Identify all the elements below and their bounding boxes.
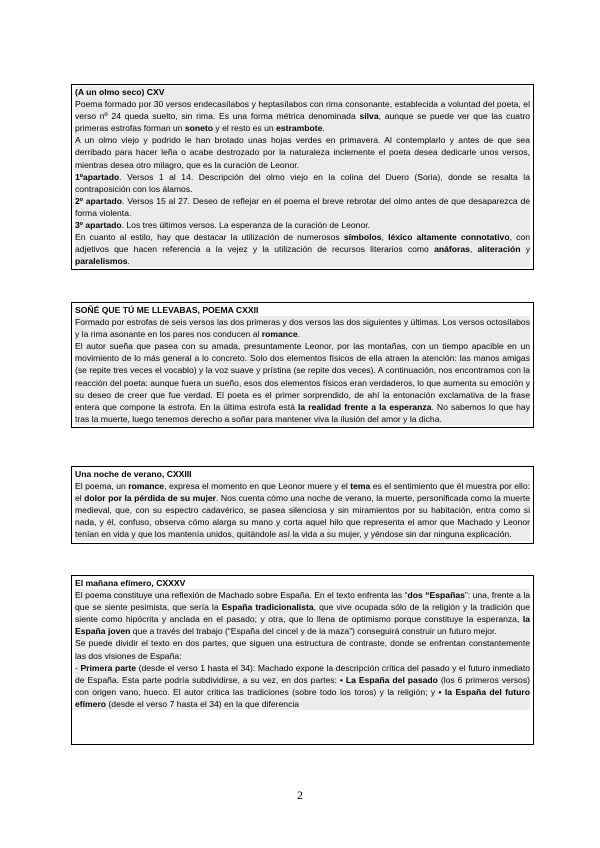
- bold-text: la España joven: [75, 614, 530, 637]
- section-box-noche-verano: [71, 466, 534, 544]
- text-run: (desde el verso 1 hasta el 34): Machado expone la descripción crítica del pasado y el futuro inmediato de España. Esta parte podría subdividirse, a su vez, en dos partes:: [75, 662, 531, 685]
- text-run: . Nos cuenta cómo una noche de verano, la muerte, personificada como la muerte medieval, que, con su espectro cadavérico, se pasea silenciosa y sin miramientos por su habitación, entra como si nada, y él, confuso, observa cómo alarga su mano y corta aquel hilo que representa el amor que Machado y Leonor tenían en vida y que los mantenía unidos, quitándole así la vida a su mujer, y yéndose sin dar ninguna explicación.: [75, 493, 530, 540]
- bold-text: España tradicionalista: [221, 602, 314, 613]
- bold-text: soneto: [184, 123, 214, 134]
- bold-text: Primera parte: [80, 662, 137, 673]
- bold-text: dos “Españas: [407, 590, 465, 601]
- paragraph: [75, 195, 530, 219]
- bold-text: la realidad frente a la esperanza: [297, 401, 432, 412]
- text-run: , expresa el momento en que Leonor muere y el: [164, 481, 351, 492]
- bold-text: 1ºapartado: [75, 171, 120, 182]
- paragraph: [75, 134, 530, 170]
- paragraph: [75, 589, 530, 637]
- bold-text: anáforas: [434, 244, 470, 255]
- section-title: El mañana efímero, CXXXV: [75, 578, 186, 588]
- bold-text: paralelismos: [75, 256, 128, 267]
- text-run: y: [520, 244, 531, 255]
- paragraph: [75, 316, 530, 340]
- text-run: (los 6 primeros versos) con origen vano, hueco. El autor critica las tradiciones (sobre todo los toros) y la religión; y: [75, 674, 530, 697]
- text-run: .: [322, 123, 325, 134]
- text-run: A un olmo viejo y podrido le han brotado unas hojas verdes en primavera. Al contemplarlo y antes de que sea derribado para hacer leña o acabe destrozado por la naturaleza inclemente el poeta desea dedicarle unos versos, mientras desea otro milagro, que es la curación de Leonor.: [75, 135, 530, 170]
- bold-text: • La España del pasado: [339, 674, 438, 685]
- text-run: . Versos 15 al 27. Deseo de reflejar en el poema el breve rebrotar del olmo antes de que desaparezca de forma violenta.: [75, 195, 530, 218]
- paragraph: [75, 219, 530, 231]
- bold-text: silva: [359, 111, 379, 122]
- text-run: ,: [381, 232, 389, 243]
- text-run: En cuanto al estilo, hay que destacar la utilización de numerosos: [75, 232, 344, 243]
- paragraph: [75, 480, 530, 540]
- text-run: , aunque se puede ver que las cuatro primeras estrofas forman un: [75, 111, 530, 134]
- bold-text: léxico altamente connotativo: [388, 232, 510, 243]
- text-run: Se puede dividir el texto en dos partes, que siguen una estructura de contraste, donde se enfrentan constantemente las dos visiones de España:: [75, 638, 530, 661]
- bold-text: romance: [128, 481, 165, 492]
- paragraph: [75, 171, 530, 195]
- text-run: El poema, un: [75, 481, 129, 492]
- bold-text: 3º apartado: [75, 220, 122, 231]
- section-body: [75, 98, 530, 267]
- section-body: [75, 316, 530, 425]
- text-run: que a través del trabajo (“España del cincel y de la maza”) conseguirá construir un futuro mejor.: [130, 626, 497, 637]
- bold-text: estrambote: [276, 123, 323, 134]
- paragraph: [75, 662, 530, 710]
- text-run: Poema formado por 30 versos endecasílabos y heptasílabos con rima consonante, establecida a voluntad del poeta, el verso nº 24 queda suelto, sin rima. Es una forma métrica denominada: [75, 99, 530, 122]
- text-run: . No sabemos lo que hay tras la muerte, luego tenemos derecho a soñar para mantener viva la ilusión del amor y la dicha.: [75, 401, 530, 424]
- bold-text: romance: [261, 329, 298, 340]
- section-box-olmo-seco: [71, 84, 534, 270]
- text-run: El poema constituye una reflexión de Machado sobre España. En el texto enfrenta las “: [75, 590, 408, 601]
- section-body: [75, 589, 530, 710]
- text-run: (desde el verso 7 hasta el 34) en la que diferencia: [106, 698, 300, 709]
- paragraph: [75, 231, 530, 267]
- section-title: (A un olmo seco) CXV: [75, 86, 530, 98]
- text-run: y el resto es un: [213, 123, 277, 134]
- text-run: ,: [469, 244, 478, 255]
- bold-text: dolor por la pérdida de su mujer: [84, 493, 216, 504]
- bold-text: símbolos: [343, 232, 382, 243]
- paragraph: [75, 340, 530, 425]
- text-run: . Los tres últimos versos. La esperanza de la curación de Leonor.: [121, 220, 371, 231]
- paragraph: [75, 637, 530, 661]
- bold-text: aliteración: [477, 244, 521, 255]
- paragraph: [75, 98, 530, 134]
- text-run: es el sentimiento que él muestra por ello: el: [75, 481, 530, 504]
- page-number: 2: [297, 788, 303, 802]
- section-box-manana-efimero: [71, 575, 534, 745]
- text-run: ”: una, frente a la que se siente pesimista, que sería la: [75, 590, 531, 613]
- bold-text: tema: [350, 481, 371, 492]
- bold-text: 2º apartado: [75, 195, 123, 206]
- text-run: , con adjetivos que hacen referencia a la vejez y la utilización de recursos literarios como: [75, 232, 530, 255]
- section-box-sone-que-tu: [71, 302, 534, 428]
- text-run: .: [127, 256, 130, 267]
- section-body: [75, 480, 530, 540]
- bold-text: • la España del futuro efímero: [75, 686, 530, 709]
- text-run: .: [297, 329, 301, 340]
- section-title: SOÑÉ QUE TÚ ME LLEVABAS, POEMA CXXII: [75, 305, 259, 315]
- text-run: El autor sueña que pasea con su amada, presuntamente Leonor, por las montañas, con un tiempo apacible en un movimiento de lo más general a lo concreto. Solo dos elementos físicos de ella atraen la atención: las manos amigas (se repite tres veces el vocablo) y la voz suave y prístina (se repite dos veces). A continuación, nos encontramos con la reacción del poeta: aunque fuera un sueño, esos dos elementos físicos eran verdaderos, lo que aumenta su emoción y su deseo de creer que fue verdad. El poeta es el primer sorprendido, de ahí la entonación exclamativa de la frase entera que compone la estrofa. En la última estrofa está: [75, 341, 530, 412]
- section-title: Una noche de verano, CXXIII: [75, 469, 192, 479]
- text-run: Formado por estrofas de seis versos las dos primeras y dos versos las dos siguientes y últimas. Los versos octosílabos y la rima asonante en los pares nos conducen al: [75, 317, 530, 340]
- text-run: -: [75, 662, 81, 673]
- text-run: . Versos 1 al 14. Descripción del olmo viejo en la colina del Duero (Soria), donde se resalta la contraposición con los álamos.: [75, 171, 530, 194]
- text-run: , que vive ocupada sólo de la religión y la tradición que siente como hipócrita y anclada en el pasado; y otra, que lo llena de optimismo porque constituye la esperanza,: [75, 602, 530, 625]
